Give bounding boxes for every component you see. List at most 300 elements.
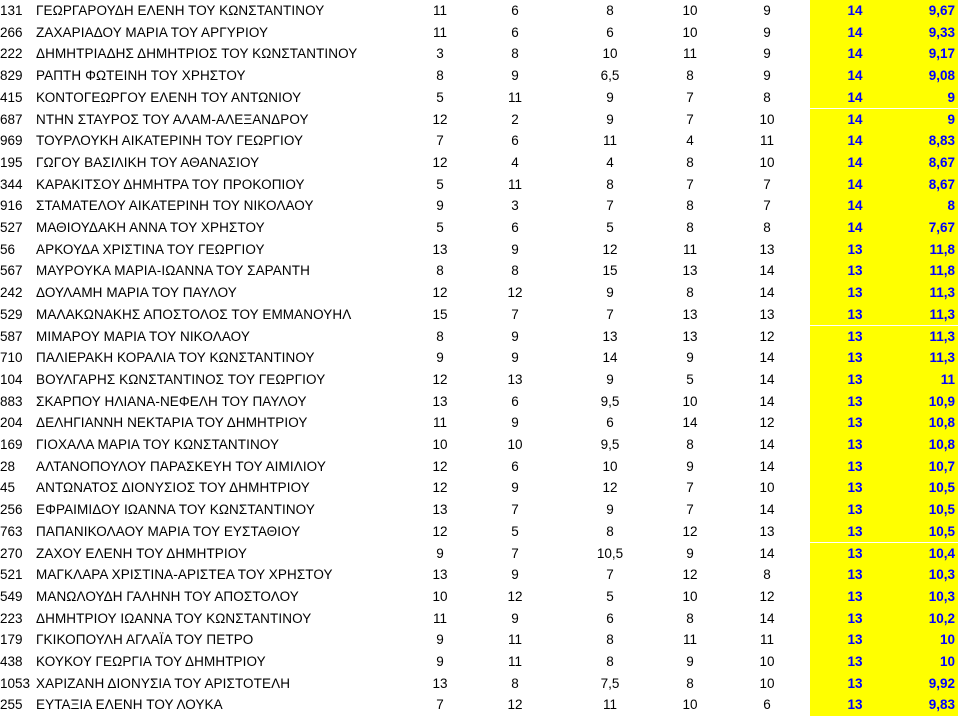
grade-1: 10 <box>432 437 448 452</box>
average-score: 10,2 <box>928 610 955 626</box>
student-name: ΧΑΡΙΖΑΝΗ ΔΙΟΝΥΣΙΑ ΤΟΥ ΑΡΙΣΤΟΤΕΛΗ <box>36 675 291 691</box>
grade-6: 14 <box>847 133 863 149</box>
grade-5: 7 <box>763 198 771 214</box>
grade-6: 14 <box>847 220 863 235</box>
grade-2: 8 <box>511 263 519 279</box>
student-name: ΚΑΡΑΚΙΤΣΟΥ ΔΗΜΗΤΡΑ ΤΟΥ ΠΡΟΚΟΠΙΟΥ <box>36 176 305 192</box>
grade-2: 6 <box>511 133 519 149</box>
table-row[interactable] <box>0 304 960 326</box>
average-score: 7,67 <box>928 220 955 235</box>
grade-3: 13 <box>602 328 618 344</box>
grade-6: 14 <box>847 3 863 18</box>
grade-2: 12 <box>507 588 523 604</box>
grade-3: 9,5 <box>600 393 620 409</box>
student-name: ΡΑΠΤΗ ΦΩΤΕΙΝΗ ΤΟΥ ΧΡΗΣΤΟΥ <box>36 68 246 84</box>
grade-6: 14 <box>847 24 863 40</box>
student-name: ΣΤΑΜΑΤΕΛΟΥ ΑΙΚΑΤΕΡΙΝΗ ΤΟΥ ΝΙΚΟΛΑΟΥ <box>36 198 314 214</box>
grade-4: 11 <box>682 632 697 648</box>
grade-5: 12 <box>759 415 775 431</box>
row-id: 223 <box>0 610 23 626</box>
row-id: 438 <box>0 654 23 669</box>
table-row[interactable] <box>0 391 960 413</box>
row-id: 969 <box>0 133 23 149</box>
average-score: 9,92 <box>928 675 955 691</box>
average-score: 11,3 <box>929 350 955 366</box>
average-score: 8,67 <box>928 154 955 170</box>
grade-3: 9 <box>606 89 614 105</box>
row-id: 587 <box>0 328 23 344</box>
row-id: 56 <box>0 241 16 257</box>
student-name: ΠΑΛΙΕΡΑΚΗ ΚΟΡΑΛΙΑ ΤΟΥ ΚΩΝΣΤΑΝΤΙΝΟΥ <box>36 350 315 366</box>
average-score: 9 <box>947 111 955 127</box>
table-row[interactable] <box>0 239 960 261</box>
grade-6: 13 <box>847 241 863 257</box>
grade-4: 8 <box>686 610 694 626</box>
table-row[interactable] <box>0 521 960 543</box>
student-name: ΖΑΧΑΡΙΑΔΟΥ ΜΑΡΙΑ ΤΟΥ ΑΡΓΥΡΙΟΥ <box>36 24 269 40</box>
grade-2: 9 <box>511 415 519 431</box>
table-row[interactable] <box>0 629 960 651</box>
grade-4: 9 <box>686 458 694 474</box>
table-row[interactable] <box>0 608 960 630</box>
grade-2: 3 <box>511 198 519 214</box>
grade-3: 9 <box>606 285 614 301</box>
average-score: 9 <box>947 89 955 105</box>
grade-5: 14 <box>759 502 775 518</box>
average-score: 10,5 <box>928 480 955 496</box>
grade-2: 7 <box>511 306 519 322</box>
grade-2: 7 <box>511 502 519 518</box>
grade-1: 11 <box>432 24 447 40</box>
grade-5: 13 <box>759 523 775 539</box>
row-id: 529 <box>0 306 23 322</box>
grade-5: 14 <box>759 285 775 301</box>
grade-1: 12 <box>432 371 448 387</box>
grade-5: 11 <box>759 133 774 149</box>
grade-3: 7,5 <box>600 675 620 691</box>
grade-2: 9 <box>511 480 519 496</box>
grade-3: 9,5 <box>600 437 620 452</box>
student-name: ΑΝΤΩΝΑΤΟΣ ΔΙΟΝΥΣΙΟΣ ΤΟΥ ΔΗΜΗΤΡΙΟΥ <box>36 480 310 496</box>
average-score: 10 <box>939 654 955 669</box>
row-id: 415 <box>0 89 23 105</box>
grade-6: 13 <box>847 285 863 301</box>
student-name: ΖΑΧΟΥ ΕΛΕΝΗ ΤΟΥ ΔΗΜΗΤΡΙΟΥ <box>36 545 248 561</box>
table-row[interactable] <box>0 456 960 478</box>
grade-3: 6 <box>606 415 614 431</box>
table-row[interactable] <box>0 543 960 565</box>
grade-4: 8 <box>686 68 694 84</box>
grade-4: 10 <box>682 3 698 18</box>
grade-2: 12 <box>507 285 523 301</box>
row-id: 567 <box>0 263 23 279</box>
grade-6: 13 <box>847 675 863 691</box>
student-name: ΤΟΥΡΛΟΥΚΗ ΑΙΚΑΤΕΡΙΝΗ ΤΟΥ ΓΕΩΡΓΙΟΥ <box>36 133 304 149</box>
grade-1: 5 <box>436 220 444 235</box>
grade-5: 14 <box>759 458 775 474</box>
grade-4: 7 <box>686 89 694 105</box>
grade-4: 7 <box>686 502 694 518</box>
average-score: 10,5 <box>928 502 955 518</box>
student-name: ΔΗΜΗΤΡΙΑΔΗΣ ΔΗΜΗΤΡΙΟΣ ΤΟΥ ΚΩΝΣΤΑΝΤΙΝΟΥ <box>36 46 358 62</box>
grade-2: 10 <box>507 437 523 452</box>
grade-4: 11 <box>682 241 697 257</box>
average-score: 10,8 <box>928 415 955 431</box>
student-name: ΣΚΑΡΠΟΥ ΗΛΙΑΝΑ-ΝΕΦΕΛΗ ΤΟΥ ΠΑΥΛΟΥ <box>36 393 307 409</box>
grade-3: 6 <box>606 610 614 626</box>
grade-6: 13 <box>847 437 863 452</box>
grade-1: 9 <box>436 632 444 648</box>
student-name: ΜΑΝΩΛΟΥΔΗ ΓΑΛΗΝΗ ΤΟΥ ΑΠΟΣΤΟΛΟΥ <box>36 588 299 604</box>
grade-5: 12 <box>759 588 775 604</box>
grade-3: 6,5 <box>600 68 620 84</box>
grade-6: 13 <box>847 350 863 366</box>
student-name: ΓΙΟΧΑΛΑ ΜΑΡΙΑ ΤΟΥ ΚΩΝΣΤΑΝΤΙΝΟΥ <box>36 437 280 452</box>
grade-5: 12 <box>759 328 775 344</box>
grade-3: 8 <box>606 632 614 648</box>
grade-6: 13 <box>847 328 863 344</box>
student-name: ΔΗΜΗΤΡΙΟΥ ΙΩΑΝΝΑ ΤΟΥ ΚΩΝΣΤΑΝΤΙΝΟΥ <box>36 610 312 626</box>
grade-1: 11 <box>432 3 447 18</box>
grade-2: 13 <box>507 371 523 387</box>
grade-1: 13 <box>432 241 448 257</box>
grade-6: 14 <box>847 46 863 62</box>
average-score: 9,17 <box>928 46 955 62</box>
grade-4: 8 <box>686 285 694 301</box>
average-score: 11,3 <box>929 306 955 322</box>
grade-2: 12 <box>507 697 523 713</box>
grade-1: 13 <box>432 567 448 583</box>
grade-3: 10 <box>602 458 618 474</box>
student-name: ΚΟΝΤΟΓΕΩΡΓΟΥ ΕΛΕΝΗ ΤΟΥ ΑΝΤΩΝΙΟΥ <box>36 89 302 105</box>
grade-5: 6 <box>763 697 771 713</box>
grade-4: 13 <box>682 263 698 279</box>
grade-6: 13 <box>847 654 863 669</box>
grade-1: 12 <box>432 458 448 474</box>
table-row[interactable] <box>0 412 960 434</box>
grade-4: 10 <box>682 697 698 713</box>
grade-5: 9 <box>763 3 771 18</box>
average-score: 10,8 <box>928 437 955 452</box>
grade-5: 10 <box>759 675 775 691</box>
grade-1: 10 <box>432 588 448 604</box>
grade-1: 12 <box>432 111 448 127</box>
grade-2: 11 <box>507 176 522 192</box>
grade-6: 13 <box>847 458 863 474</box>
grade-5: 14 <box>759 545 775 561</box>
grade-6: 13 <box>847 306 863 322</box>
grade-5: 8 <box>763 89 771 105</box>
grade-1: 3 <box>436 46 444 62</box>
grade-6: 14 <box>847 68 863 84</box>
grade-3: 5 <box>606 588 614 604</box>
table-row[interactable] <box>0 586 960 608</box>
table-row[interactable] <box>0 152 960 174</box>
grade-3: 12 <box>602 241 618 257</box>
student-name: ΓΩΓΟΥ ΒΑΣΙΛΙΚΗ ΤΟΥ ΑΘΑΝΑΣΙΟΥ <box>36 154 260 170</box>
row-id: 242 <box>0 285 23 301</box>
table-row[interactable] <box>0 109 960 131</box>
grade-3: 7 <box>606 198 614 214</box>
table-row[interactable] <box>0 260 960 282</box>
grade-2: 6 <box>511 24 519 40</box>
grade-4: 12 <box>682 523 698 539</box>
average-score: 11 <box>940 371 955 387</box>
average-score: 10,5 <box>928 523 955 539</box>
grade-1: 12 <box>432 523 448 539</box>
grade-1: 12 <box>432 154 448 170</box>
average-score: 9,33 <box>928 24 955 40</box>
grade-2: 9 <box>511 328 519 344</box>
student-name: ΜΑΥΡΟΥΚΑ ΜΑΡΙΑ-ΙΩΑΝΝΑ ΤΟΥ ΣΑΡΑΝΤΗ <box>36 263 310 279</box>
row-id: 255 <box>0 697 23 713</box>
row-id: 883 <box>0 393 23 409</box>
table-row[interactable] <box>0 195 960 217</box>
grade-2: 9 <box>511 68 519 84</box>
grade-4: 5 <box>686 371 694 387</box>
row-id: 687 <box>0 111 23 127</box>
student-name: ΠΑΠΑΝΙΚΟΛΑΟΥ ΜΑΡΙΑ ΤΟΥ ΕΥΣΤΑΘΙΟΥ <box>36 523 301 539</box>
average-score: 11,3 <box>929 285 955 301</box>
grade-6: 13 <box>847 263 863 279</box>
grade-2: 4 <box>511 154 519 170</box>
table-row[interactable] <box>0 282 960 304</box>
grade-2: 9 <box>511 610 519 626</box>
grade-3: 11 <box>602 697 617 713</box>
row-id: 28 <box>0 458 16 474</box>
grade-3: 15 <box>602 263 618 279</box>
grade-2: 7 <box>511 545 519 561</box>
table-row[interactable] <box>0 347 960 369</box>
grade-6: 13 <box>847 523 863 539</box>
grade-2: 11 <box>507 89 522 105</box>
grade-4: 10 <box>682 24 698 40</box>
grade-5: 10 <box>759 654 775 669</box>
average-score: 8 <box>947 198 955 214</box>
student-name: ΜΑΛΑΚΩΝΑΚΗΣ ΑΠΟΣΤΟΛΟΣ ΤΟΥ ΕΜΜΑΝΟΥΗΛ <box>36 306 352 322</box>
grade-4: 8 <box>686 437 694 452</box>
table-row[interactable] <box>0 477 960 499</box>
average-score: 10,4 <box>928 545 955 561</box>
grade-4: 7 <box>686 480 694 496</box>
student-name: ΜΙΜΑΡΟΥ ΜΑΡΙΑ ΤΟΥ ΝΙΚΟΛΑΟΥ <box>36 328 250 344</box>
average-score: 10,9 <box>928 393 955 409</box>
grade-4: 9 <box>686 350 694 366</box>
table-row[interactable] <box>0 87 960 109</box>
table-row[interactable] <box>0 564 960 586</box>
grade-1: 12 <box>432 285 448 301</box>
grade-4: 13 <box>682 328 698 344</box>
grade-6: 13 <box>847 697 863 713</box>
grade-1: 13 <box>432 675 448 691</box>
grade-1: 9 <box>436 545 444 561</box>
grade-1: 9 <box>436 350 444 366</box>
grade-5: 14 <box>759 393 775 409</box>
average-score: 11,8 <box>929 263 955 279</box>
average-score: 10,3 <box>928 588 955 604</box>
grade-4: 8 <box>686 198 694 214</box>
row-id: 344 <box>0 176 23 192</box>
grade-6: 13 <box>847 415 863 431</box>
grade-4: 8 <box>686 220 694 235</box>
grade-4: 10 <box>682 393 698 409</box>
grade-3: 8 <box>606 654 614 669</box>
table-row[interactable] <box>0 369 960 391</box>
grade-5: 9 <box>763 24 771 40</box>
grade-6: 13 <box>847 610 863 626</box>
average-score: 9,83 <box>928 697 955 713</box>
row-id: 131 <box>0 3 23 18</box>
grade-1: 11 <box>432 415 447 431</box>
table-row[interactable] <box>0 130 960 152</box>
table-row[interactable] <box>0 694 960 716</box>
grade-5: 10 <box>759 111 775 127</box>
grade-4: 8 <box>686 675 694 691</box>
grade-4: 13 <box>682 306 698 322</box>
student-name: ΓΚΙΚΟΠΟΥΛΗ ΑΓΛΑΪΑ ΤΟΥ ΠΕΤΡΟ <box>36 632 254 648</box>
grade-5: 8 <box>763 567 771 583</box>
row-id: 1053 <box>0 675 31 691</box>
student-name: ΒΟΥΛΓΑΡΗΣ ΚΩΝΣΤΑΝΤΙΝΟΣ ΤΟΥ ΓΕΩΡΓΙΟΥ <box>36 371 326 387</box>
row-id: 256 <box>0 502 23 518</box>
row-id: 204 <box>0 415 23 431</box>
student-name: ΕΦΡΑΙΜΙΔΟΥ ΙΩΑΝΝΑ ΤΟΥ ΚΩΝΣΤΑΝΤΙΝΟΥ <box>36 502 315 518</box>
student-name: ΓΕΩΡΓΑΡΟΥΔΗ ΕΛΕΝΗ ΤΟΥ ΚΩΝΣΤΑΝΤΙΝΟΥ <box>36 3 325 18</box>
grade-6: 14 <box>847 111 863 127</box>
grade-5: 14 <box>759 350 775 366</box>
table-row[interactable] <box>0 43 960 65</box>
student-name: ΚΟΥΚΟΥ ΓΕΩΡΓΙΑ ΤΟΥ ΔΗΜΗΤΡΙΟΥ <box>36 654 266 669</box>
grade-4: 7 <box>686 176 694 192</box>
average-score: 11,3 <box>929 328 955 344</box>
grade-1: 13 <box>432 393 448 409</box>
grade-4: 7 <box>686 111 694 127</box>
grade-4: 10 <box>682 588 698 604</box>
row-id: 270 <box>0 545 23 561</box>
row-id: 521 <box>0 567 23 583</box>
table-row[interactable] <box>0 499 960 521</box>
table-row[interactable] <box>0 326 960 348</box>
row-id: 829 <box>0 68 23 84</box>
grade-2: 6 <box>511 3 519 18</box>
grade-4: 4 <box>686 133 694 149</box>
grade-6: 14 <box>847 154 863 170</box>
grade-3: 8 <box>606 3 614 18</box>
grade-5: 14 <box>759 437 775 452</box>
average-score: 8,67 <box>928 176 955 192</box>
grade-1: 13 <box>432 502 448 518</box>
grade-4: 8 <box>686 154 694 170</box>
table-row[interactable] <box>0 22 960 44</box>
grade-5: 9 <box>763 46 771 62</box>
grade-4: 9 <box>686 654 694 669</box>
student-name: ΔΕΛΗΓΙΑΝΝΗ ΝΕΚΤΑΡΙΑ ΤΟΥ ΔΗΜΗΤΡΙΟΥ <box>36 415 308 431</box>
grade-5: 14 <box>759 263 775 279</box>
grade-2: 8 <box>511 46 519 62</box>
grade-4: 11 <box>682 46 697 62</box>
grade-6: 14 <box>847 89 863 105</box>
row-id: 763 <box>0 523 23 539</box>
row-id: 916 <box>0 198 23 214</box>
grade-1: 5 <box>436 176 444 192</box>
grade-3: 14 <box>602 350 618 366</box>
grade-6: 13 <box>847 545 863 561</box>
row-id: 549 <box>0 588 23 604</box>
table-row[interactable] <box>0 217 960 239</box>
student-name: ΝΤΗΝ ΣΤΑΥΡΟΣ ΤΟΥ ΑΛΑΜ-ΑΛΕΞΑΝΔΡΟΥ <box>36 111 309 127</box>
average-score: 10,3 <box>928 567 955 583</box>
row-id: 266 <box>0 24 23 40</box>
grade-3: 9 <box>606 502 614 518</box>
table-row[interactable] <box>0 174 960 196</box>
grade-3: 7 <box>606 567 614 583</box>
grade-5: 14 <box>759 371 775 387</box>
grade-5: 10 <box>759 480 775 496</box>
grade-3: 8 <box>606 523 614 539</box>
grade-3: 12 <box>602 480 618 496</box>
grade-4: 9 <box>686 545 694 561</box>
grade-2: 6 <box>511 393 519 409</box>
grade-1: 8 <box>436 328 444 344</box>
grade-5: 10 <box>759 154 775 170</box>
grade-5: 13 <box>759 306 775 322</box>
row-id: 104 <box>0 371 23 387</box>
grade-1: 7 <box>436 133 444 149</box>
grade-3: 6 <box>606 24 614 40</box>
grade-5: 9 <box>763 68 771 84</box>
table-row[interactable] <box>0 651 960 673</box>
grade-1: 11 <box>432 610 447 626</box>
grade-6: 13 <box>847 588 863 604</box>
grade-1: 8 <box>436 68 444 84</box>
grade-3: 10 <box>602 46 618 62</box>
student-name: ΑΡΚΟΥΔΑ ΧΡΙΣΤΙΝΑ ΤΟΥ ΓΕΩΡΓΙΟΥ <box>36 241 265 257</box>
average-score: 10,7 <box>928 458 955 474</box>
table-row[interactable] <box>0 673 960 695</box>
grade-1: 12 <box>432 480 448 496</box>
table-row[interactable] <box>0 65 960 87</box>
table-row[interactable] <box>0 0 960 22</box>
grade-6: 13 <box>847 567 863 583</box>
grade-3: 11 <box>602 133 617 149</box>
grade-1: 7 <box>436 697 444 713</box>
grade-2: 9 <box>511 567 519 583</box>
table-row[interactable] <box>0 434 960 456</box>
student-name: ΕΥΤΑΞΙΑ ΕΛΕΝΗ ΤΟΥ ΛΟΥΚΑ <box>36 697 223 713</box>
grade-4: 14 <box>682 415 698 431</box>
grade-3: 9 <box>606 111 614 127</box>
grade-6: 13 <box>847 371 863 387</box>
grade-6: 13 <box>847 502 863 518</box>
student-name: ΑΛΤΑΝΟΠΟΥΛΟΥ ΠΑΡΑΣΚΕΥΗ ΤΟΥ ΑΙΜΙΛΙΟΥ <box>36 458 326 474</box>
row-id: 222 <box>0 46 23 62</box>
grade-6: 13 <box>847 393 863 409</box>
grade-5: 8 <box>763 220 771 235</box>
grade-1: 5 <box>436 89 444 105</box>
grade-5: 13 <box>759 241 775 257</box>
grade-3: 5 <box>606 220 614 235</box>
average-score: 9,08 <box>928 68 955 84</box>
grade-1: 15 <box>432 306 448 322</box>
average-score: 10 <box>939 632 955 648</box>
grade-1: 9 <box>436 198 444 214</box>
grade-2: 6 <box>511 458 519 474</box>
grade-2: 2 <box>511 111 519 127</box>
row-id: 195 <box>0 154 23 170</box>
row-id: 710 <box>0 350 23 366</box>
grade-2: 9 <box>511 350 519 366</box>
grade-1: 9 <box>436 654 444 669</box>
